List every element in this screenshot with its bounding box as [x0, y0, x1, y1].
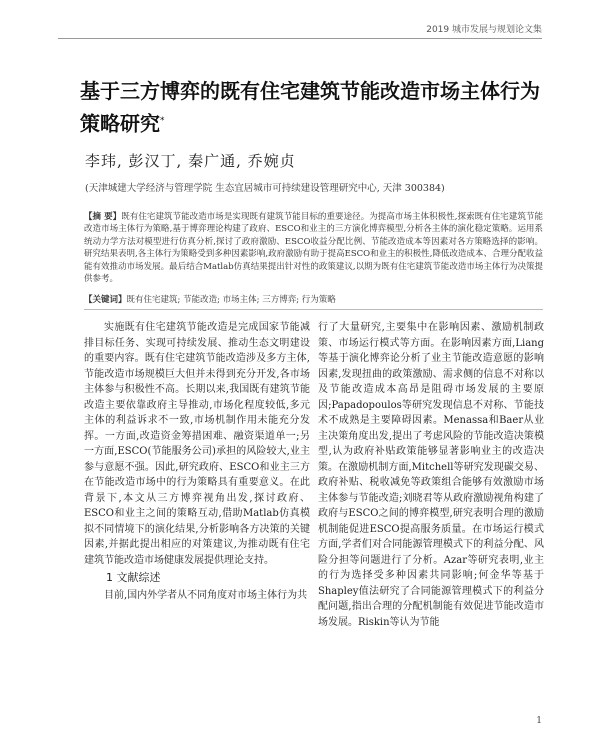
body-column-left [84, 320, 310, 605]
title-footnote-marker: * [160, 116, 165, 126]
page-number: 1 [536, 716, 542, 726]
abstract-divider [84, 309, 543, 310]
article-title [80, 76, 540, 139]
keywords [84, 293, 336, 305]
body-paragraph: 实施既有住宅建筑节能改造是完成国家节能减排目标任务、实现可持续发展、推动生态文明建设的重要内容。既有住宅建筑节能改造涉及多方主体,节能改造市场规模巨大但并未得到充分开发,各市场主体参与积极性不高。长期以来,我国既有建筑节能改造主要依靠政府主导推动,市场化程度较低,多元主体的利益诉求不一致,市场机制作用未能充分发挥。一方面,改造资金筹措困难、融资渠道单一;另一方面,ESCO(节能服务公司)承担的风险较大,业主参与意愿不强。因此,研究政府、ESCO和业主三方在节能改造市场中的行为策略具有重要意义。在此背景下,本文从三方博弈视角出发,探讨政府、ESCO和业主之间的策略互动,借助Matlab仿真模拟不同情境下的演化结果,分析影响各方决策的关键因素,并据此提出相应的对策建议,为推动既有住宅建筑节能改造市场健康发展提供理论支持。 [84, 322, 310, 566]
running-header: 2019 城市发展与规划论文集 [426, 25, 542, 35]
affiliation: (天津城建大学经济与管理学院 生态宜居城市可持续建设管理研究中心, 天津 300384) [85, 183, 445, 194]
article-title-text: 基于三方博弈的既有住宅建筑节能改造市场主体行为策略研究 [80, 79, 540, 136]
section-heading: 1 文献综述 [106, 571, 161, 584]
authors: 李玮, 彭汉丁, 秦广通, 乔婉贞 [85, 152, 296, 170]
header-rule [58, 38, 542, 39]
abstract-label: 【摘 要】 [84, 212, 122, 222]
abstract-text: 既有住宅建筑节能改造市场是实现既有建筑节能目标的重要途径。为提高市场主体积极性,探索既有住宅建筑节能改造市场主体行为策略,基于博弈理论构建了政府、ESCO和业主的三方演化博弈模型,分析各主体的演化稳定策略。运用系统动力学方法对模型进行仿真分析,探讨了政府激励、ESCO收益分配比例、节能改造成本等因素对各方策略选择的影响。研究结果表明,各主体行为策略受到多种因素影响,政府激励有助于提高ESCO和业主的积极性,降低改造成本、合理分配收益能有效推动市场发展。最后结合Matlab仿真结果提出针对性的政策建议,以期为既有住宅建筑节能改造市场主体行为决策提供参考。 [84, 212, 543, 285]
keywords-label: 【关键词】 [84, 295, 127, 305]
body-column-right [318, 320, 544, 632]
abstract [84, 211, 543, 288]
keywords-text: 既有住宅建筑; 节能改造; 市场主体; 三方博弈; 行为策略 [126, 295, 336, 305]
body-paragraph: 目前,国内外学者从不同角度对市场主体行为共 [104, 589, 308, 601]
body-paragraph: 行了大量研究,主要集中在影响因素、激励机制政策、市场运行模式等方面。在影响因素方面,Liang等基于演化博弈论分析了业主节能改造意愿的影响因素,发现扭曲的政策激励、需求侧的信息不对称以及节能改造成本高昂是阻碍市场发展的主要原因;Papadopoulos等研究发现信息不对称、节能技术不成熟是主要障碍因素。Menassa和Baer从业主决策角度出发,提出了考虑风险的节能改造决策模型,认为政府补贴政策能够显著影响业主的改造决策。在激励机制方面,Mitchell等研究发现碳交易、政府补贴、税收减免等政策组合能够有效激励市场主体参与节能改造;刘晓君等从政府激励视角构建了政府与ESCO之间的博弈模型,研究表明合理的激励机制能促进ESCO提高服务质量。在市场运行模式方面,学者们对合同能源管理模式下的利益分配、风险分担等问题进行了分析。Azar等研究表明,业主的行为选择受多种因素共同影响;何金华等基于Shapley值法研究了合同能源管理模式下的利益分配问题,指出合理的分配机制能有效促进节能改造市场发展。Riskin等认为节能 [318, 322, 544, 628]
